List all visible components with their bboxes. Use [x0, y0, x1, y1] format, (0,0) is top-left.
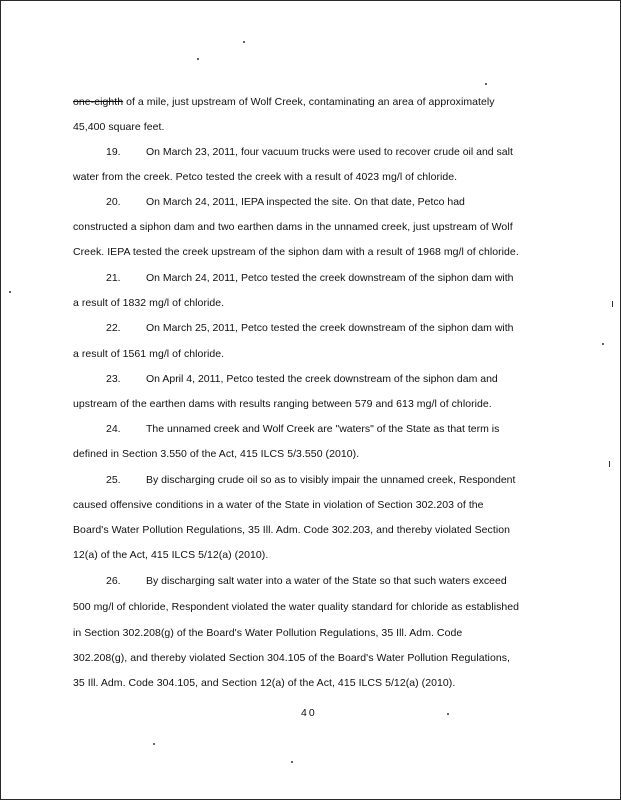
paragraph-line: defined in Section 3.550 of the Act, 415 ILCS 5/3.550 (2010).: [73, 448, 360, 460]
paragraph-line: 35 Ill. Adm. Code 304.105, and Section 12(a) of the Act, 415 ILCS 5/12(a) (2010).: [73, 677, 456, 689]
scan-speck: [153, 743, 155, 745]
paragraph-first-line: On March 23, 2011, four vacuum trucks were used to recover crude oil and salt: [146, 146, 513, 158]
paragraph-line: Creek. IEPA tested the creek upstream of the siphon dam with a result of 1968 mg/l of chloride.: [73, 246, 519, 258]
struck-text: one-eighth: [73, 96, 124, 108]
paragraph-line: in Section 302.208(g) of the Board's Water Pollution Regulations, 35 Ill. Adm. Code: [73, 627, 463, 639]
paragraph-number: 26.: [106, 575, 121, 587]
paragraph-line: constructed a siphon dam and two earthen dams in the unnamed creek, just upstream of Wolf: [73, 221, 513, 233]
paragraph-line: water from the creek. Petco tested the creek with a result of 4023 mg/l of chloride.: [73, 171, 458, 183]
paragraph-first-line: On April 4, 2011, Petco tested the creek downstream of the siphon dam and: [146, 373, 498, 385]
paragraph-number: 24.: [106, 423, 121, 435]
scan-speck: [485, 83, 487, 85]
paragraph-line: Board's Water Pollution Regulations, 35 Ill. Adm. Code 302.203, and thereby violated Section: [73, 524, 510, 536]
paragraph-line: a result of 1561 mg/l of chloride.: [73, 348, 225, 360]
paragraph-line: upstream of the earthen dams with results ranging between 579 and 613 mg/l of chloride.: [73, 398, 492, 410]
paragraph-first-line: The unnamed creek and Wolf Creek are "waters" of the State as that term is: [146, 423, 500, 435]
paragraph-first-line: On March 24, 2011, IEPA inspected the site. On that date, Petco had: [146, 196, 465, 208]
paragraph-line: 500 mg/l of chloride, Respondent violated the water quality standard for chloride as established: [73, 601, 520, 613]
paragraph-line: 12(a) of the Act, 415 ILCS 5/12(a) (2010).: [73, 549, 269, 561]
scan-speck: [602, 343, 604, 345]
paragraph-number: 20.: [106, 196, 121, 208]
paragraph-first-line: By discharging salt water into a water of the State so that such waters exceed: [146, 575, 507, 587]
paragraph-number: 25.: [106, 474, 121, 486]
scan-speck: [447, 713, 449, 715]
scan-speck: [291, 761, 293, 763]
scan-speck: [9, 291, 11, 293]
paragraph-line: a result of 1832 mg/l of chloride.: [73, 297, 225, 309]
paragraph-number: 19.: [106, 146, 121, 158]
paragraph-first-line: On March 24, 2011, Petco tested the creek downstream of the siphon dam with: [146, 272, 514, 284]
paragraph-number: 22.: [106, 322, 121, 334]
scan-speck: [243, 41, 245, 43]
paragraph-first-line: On March 25, 2011, Petco tested the creek downstream of the siphon dam with: [146, 322, 514, 334]
page-number: 40: [301, 707, 317, 719]
scan-mark: [612, 301, 613, 307]
continuation-line-2: 45,400 square feet.: [73, 121, 165, 133]
scan-mark: [609, 461, 610, 467]
paragraph-first-line: By discharging crude oil so as to visibly impair the unnamed creek, Respondent: [146, 474, 516, 486]
paragraph-number: 23.: [106, 373, 121, 385]
paragraph-line: 302.208(g), and thereby violated Section 304.105 of the Board's Water Pollution Regulations,: [73, 652, 510, 664]
paragraph-line: caused offensive conditions in a water of the State in violation of Section 302.203 of the: [73, 499, 484, 511]
paragraph-number: 21.: [106, 272, 121, 284]
continuation-line-1: one-eighth of a mile, just upstream of Wolf Creek, contaminating an area of approximately: [73, 96, 495, 108]
scan-speck: [197, 58, 199, 60]
